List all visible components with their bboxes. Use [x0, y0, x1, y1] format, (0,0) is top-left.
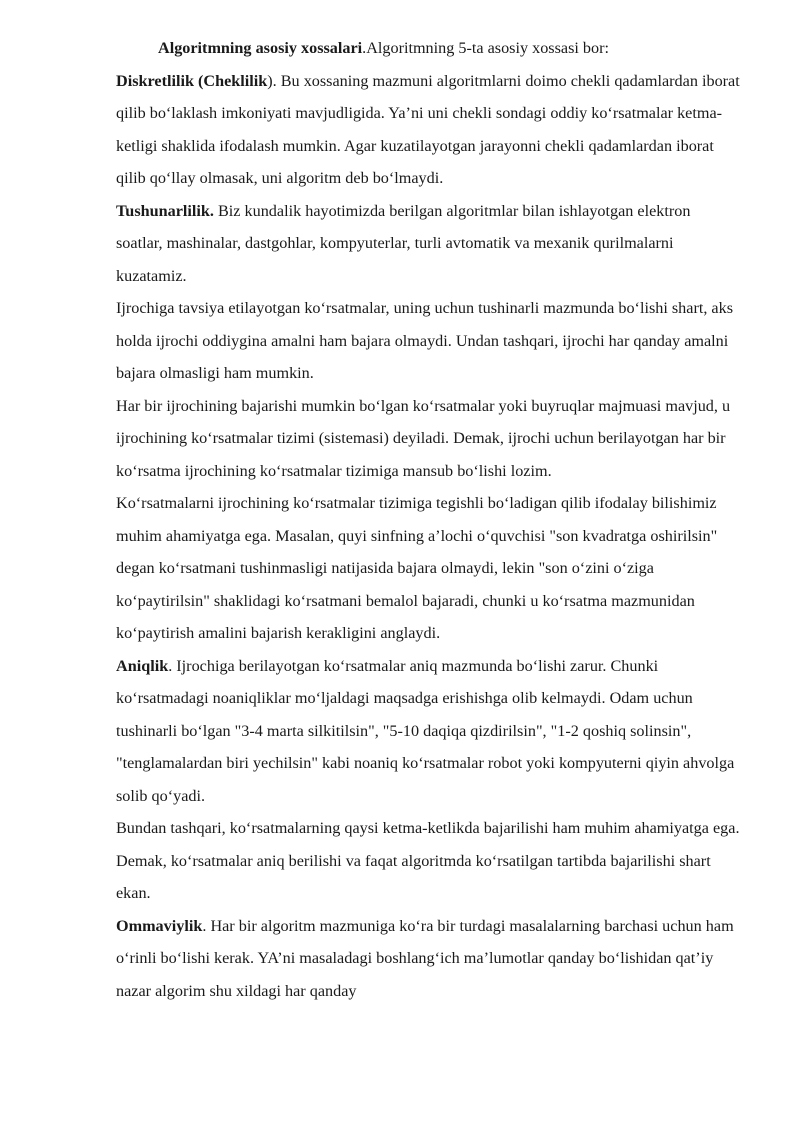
paragraph-massiveness [116, 910, 740, 1008]
paragraph-text: ). Bu xossaning mazmuni algoritmlarni doimo chekli qadamlardan iborat qilib bo‘laklash imkoniyati mavjudligida. Ya’ni uni chekli sondagi oddiy ko‘rsatmalar ketma-ketligi shaklida ifodalash mumkin. Agar kuzatilayotgan jarayonni chekli qadamlardan iborat qilib qo‘llay olmasak, uni algoritm deb bo‘lmaydi. [116, 71, 740, 187]
heading-term: Ommaviylik [116, 916, 203, 935]
paragraph-precision [116, 650, 740, 813]
paragraph-text: Ijrochiga tavsiya etilayotgan ko‘rsatmalar, uning uchun tushinarli mazmunda bo‘lishi shart, aks holda ijrochi oddiygina amalni ham bajara olmaydi. Undan tashqari, ijrochi har qanday amalni bajara olmasligi ham mumkin. [116, 299, 734, 382]
heading-term: Tushunarlilik. [116, 201, 214, 220]
paragraph-text: . Har bir algoritm mazmuniga ko‘ra bir turdagi masalalarning barchasi uchun ham o‘rinli bo‘lishi kerak. YA’ni masaladagi boshlang‘ich ma’lumotlar qanday bo‘lishidan qat’iy nazar algorim shu xildagi har qanday [116, 916, 734, 1000]
paragraph-discreteness [116, 65, 740, 195]
paragraph-text: Biz kundalik hayotimizda berilgan algoritmlar bilan ishlayotgan elektron soatlar, mashinalar, dastgohlar, kompyuterlar, turli avtomatik va mexanik qurilmalarni kuzatamiz. [116, 201, 691, 285]
heading-term: Aniqlik [116, 656, 169, 675]
paragraph-order [116, 812, 740, 910]
paragraph-text: Ko‘rsatmalarni ijrochining ko‘rsatmalar tizimiga tegishli bo‘ladigan qilib ifodalay bilishimiz muhim ahamiyatga ega. Masalan, quyi sinfning a’lochi o‘quvchisi "son kvadratga oshirilsin" degan ko‘rsatmani tushinmasligi natijasida bajara olmaydi, lekin "son o‘zini o‘ziga ko‘paytirilsin" shaklidagi ko‘rsatmani bemalol bajaradi, chunki u ko‘rsatma mazmunidan ko‘paytirish amalini bajarish kerakligini anglaydi. [116, 494, 718, 642]
heading-term: Algoritmning asosiy xossalari [158, 39, 363, 57]
paragraph-text: .Algoritmning 5-ta asosiy xossasi bor: [362, 39, 609, 57]
paragraph-text: Har bir ijrochining bajarishi mumkin bo‘lgan ko‘rsatmalar yoki buyruqlar majmuasi mavjud, u ijrochining ko‘rsatmalar tizimi (sistemasi) deyiladi. Demak, ijrochi uchun berilayotgan har bir ko‘rsatma ijrochining ko‘rsatmalar tizimiga mansub bo‘lishi lozim. [116, 396, 731, 480]
paragraph-example [116, 487, 740, 650]
heading-term: Diskretlilik (Cheklilik [116, 71, 268, 90]
paragraph-text: . Ijrochiga berilayotgan ko‘rsatmalar aniq mazmunda bo‘lishi zarur. Chunki ko‘rsatmadagi noaniqliklar mo‘ljaldagi maqsadga erishishga olib kelmaydi. Odam uchun tushinarli bo‘lgan "3-4 marta silkitilsin", "5-10 daqiqa qizdirilsin", "1-2 qoshiq solinsin", "tenglamalardan biri yechilsin" kabi noaniq ko‘rsatmalar robot yoki kompyuterni qiyin ahvolga solib qo‘yadi. [116, 656, 735, 805]
paragraph-executor-instructions [116, 292, 740, 390]
paragraph-intro [116, 32, 740, 65]
paragraph-text: Bundan tashqari, ko‘rsatmalarning qaysi ketma-ketlikda bajarilishi ham muhim ahamiyatga ega. Demak, ko‘rsatmalar aniq berilishi va faqat algoritmda ko‘rsatilgan tartibda bajarilishi shart ekan. [116, 819, 740, 902]
paragraph-clarity [116, 195, 740, 293]
paragraph-instruction-system [116, 390, 740, 488]
